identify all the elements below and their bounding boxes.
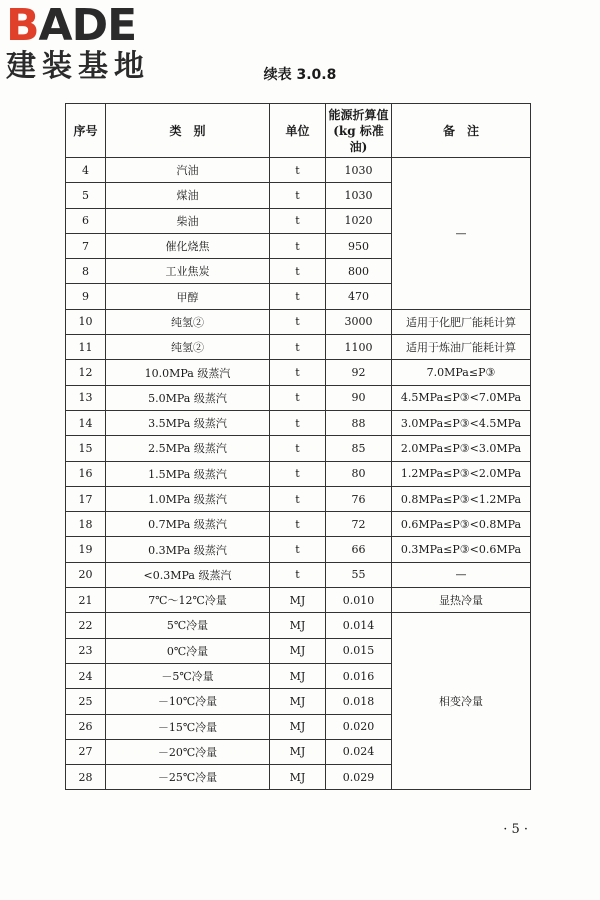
cell-value: 0.018 — [326, 689, 392, 714]
cell-unit: t — [270, 385, 326, 410]
cell-category: 5℃冷量 — [106, 613, 270, 638]
logo-tagline: 建装基地 — [6, 49, 150, 84]
cell-value: 0.010 — [326, 588, 392, 613]
cell-seq: 24 — [66, 663, 106, 688]
cell-category: 1.0MPa 级蒸汽 — [106, 486, 270, 511]
cell-value: 0.014 — [326, 613, 392, 638]
cell-category: －15℃冷量 — [106, 714, 270, 739]
cell-unit: t — [270, 512, 326, 537]
cell-value: 0.015 — [326, 638, 392, 663]
cell-value: 1100 — [326, 335, 392, 360]
cell-category: －20℃冷量 — [106, 739, 270, 764]
logo-brand-rest: ADE — [38, 0, 137, 51]
cell-seq: 8 — [66, 259, 106, 284]
cell-value: 66 — [326, 537, 392, 562]
cell-note: 7.0MPa≤P③ — [392, 360, 531, 385]
cell-category: －5℃冷量 — [106, 663, 270, 688]
cell-note-merged-phase-change: 相变冷量 — [392, 613, 531, 790]
cell-note: 0.8MPa≤P③<1.2MPa — [392, 486, 531, 511]
table-row — [66, 158, 531, 183]
cell-category: 甲醇 — [106, 284, 270, 309]
cell-category: －25℃冷量 — [106, 765, 270, 790]
cell-unit: t — [270, 208, 326, 233]
table-row — [66, 486, 531, 511]
cell-value: 0.016 — [326, 663, 392, 688]
cell-value: 88 — [326, 410, 392, 435]
cell-value: 72 — [326, 512, 392, 537]
cell-seq: 19 — [66, 537, 106, 562]
cell-value: 0.029 — [326, 765, 392, 790]
cell-unit: t — [270, 436, 326, 461]
cell-note: 0.6MPa≤P③<0.8MPa — [392, 512, 531, 537]
cell-seq: 4 — [66, 158, 106, 183]
cell-category: <0.3MPa 级蒸汽 — [106, 562, 270, 587]
cell-value: 470 — [326, 284, 392, 309]
table-row — [66, 512, 531, 537]
cell-note-merged-fuels: — — [392, 158, 531, 310]
cell-category: 10.0MPa 级蒸汽 — [106, 360, 270, 385]
cell-value: 85 — [326, 436, 392, 461]
cell-seq: 9 — [66, 284, 106, 309]
cell-seq: 23 — [66, 638, 106, 663]
cell-value: 55 — [326, 562, 392, 587]
header-value-line2: (kg 标准油) — [333, 123, 384, 154]
table-row — [66, 461, 531, 486]
cell-category: 工业焦炭 — [106, 259, 270, 284]
cell-seq: 27 — [66, 739, 106, 764]
logo-brand-accent: B — [6, 0, 39, 51]
cell-seq: 7 — [66, 233, 106, 258]
cell-value: 0.024 — [326, 739, 392, 764]
cell-unit: MJ — [270, 613, 326, 638]
cell-seq: 10 — [66, 309, 106, 334]
cell-seq: 25 — [66, 689, 106, 714]
cell-unit: t — [270, 233, 326, 258]
cell-seq: 11 — [66, 335, 106, 360]
cell-seq: 21 — [66, 588, 106, 613]
table-row — [66, 588, 531, 613]
cell-value: 3000 — [326, 309, 392, 334]
logo-brand — [6, 0, 150, 51]
cell-unit: t — [270, 486, 326, 511]
cell-category: 柴油 — [106, 208, 270, 233]
cell-unit: MJ — [270, 638, 326, 663]
table-row — [66, 385, 531, 410]
table-row — [66, 613, 531, 638]
cell-value: 90 — [326, 385, 392, 410]
cell-unit: MJ — [270, 765, 326, 790]
table-row — [66, 410, 531, 435]
cell-seq: 14 — [66, 410, 106, 435]
cell-note: 4.5MPa≤P③<7.0MPa — [392, 385, 531, 410]
cell-seq: 5 — [66, 183, 106, 208]
cell-value: 1020 — [326, 208, 392, 233]
cell-unit: t — [270, 461, 326, 486]
cell-seq: 12 — [66, 360, 106, 385]
cell-value: 92 — [326, 360, 392, 385]
cell-category: 0.7MPa 级蒸汽 — [106, 512, 270, 537]
table-row — [66, 537, 531, 562]
cell-note: 2.0MPa≤P③<3.0MPa — [392, 436, 531, 461]
page-number: · 5 · — [503, 822, 528, 837]
cell-unit: t — [270, 158, 326, 183]
header-note: 备 注 — [392, 104, 531, 158]
cell-seq: 6 — [66, 208, 106, 233]
cell-category: 纯氢② — [106, 335, 270, 360]
cell-seq: 15 — [66, 436, 106, 461]
cell-unit: t — [270, 360, 326, 385]
cell-unit: t — [270, 284, 326, 309]
header-seq: 序号 — [66, 104, 106, 158]
cell-unit: t — [270, 183, 326, 208]
cell-note: 适用于炼油厂能耗计算 — [392, 335, 531, 360]
header-category: 类 别 — [106, 104, 270, 158]
cell-value: 950 — [326, 233, 392, 258]
cell-value: 80 — [326, 461, 392, 486]
cell-unit: t — [270, 259, 326, 284]
cell-seq: 26 — [66, 714, 106, 739]
cell-seq: 13 — [66, 385, 106, 410]
cell-category: 2.5MPa 级蒸汽 — [106, 436, 270, 461]
cell-category: 3.5MPa 级蒸汽 — [106, 410, 270, 435]
table-row — [66, 335, 531, 360]
cell-seq: 28 — [66, 765, 106, 790]
table-row — [66, 360, 531, 385]
cell-note: 1.2MPa≤P③<2.0MPa — [392, 461, 531, 486]
cell-category: 0.3MPa 级蒸汽 — [106, 537, 270, 562]
header-unit: 单位 — [270, 104, 326, 158]
cell-note: — — [392, 562, 531, 587]
table-row — [66, 562, 531, 587]
cell-unit: t — [270, 562, 326, 587]
cell-category: 汽油 — [106, 158, 270, 183]
cell-unit: t — [270, 309, 326, 334]
cell-unit: t — [270, 335, 326, 360]
cell-category: 煤油 — [106, 183, 270, 208]
cell-seq: 16 — [66, 461, 106, 486]
cell-category: 0℃冷量 — [106, 638, 270, 663]
cell-category: 催化烧焦 — [106, 233, 270, 258]
cell-category: 7℃～12℃冷量 — [106, 588, 270, 613]
cell-seq: 20 — [66, 562, 106, 587]
table-body — [66, 158, 531, 790]
cell-unit: t — [270, 537, 326, 562]
header-value — [326, 104, 392, 158]
cell-seq: 17 — [66, 486, 106, 511]
cell-value: 800 — [326, 259, 392, 284]
cell-category: 5.0MPa 级蒸汽 — [106, 385, 270, 410]
cell-category: 1.5MPa 级蒸汽 — [106, 461, 270, 486]
header-row — [66, 104, 531, 158]
cell-unit: MJ — [270, 739, 326, 764]
energy-conversion-table — [65, 103, 531, 790]
cell-unit: MJ — [270, 714, 326, 739]
table-title: 续表 3.0.8 — [263, 67, 337, 83]
cell-value: 76 — [326, 486, 392, 511]
cell-unit: t — [270, 410, 326, 435]
cell-value: 0.020 — [326, 714, 392, 739]
cell-note: 0.3MPa≤P③<0.6MPa — [392, 537, 531, 562]
cell-category: 纯氢② — [106, 309, 270, 334]
cell-unit: MJ — [270, 588, 326, 613]
cell-unit: MJ — [270, 689, 326, 714]
cell-seq: 22 — [66, 613, 106, 638]
cell-note: 显热冷量 — [392, 588, 531, 613]
cell-value: 1030 — [326, 158, 392, 183]
cell-unit: MJ — [270, 663, 326, 688]
cell-value: 1030 — [326, 183, 392, 208]
cell-note: 3.0MPa≤P③<4.5MPa — [392, 410, 531, 435]
table-row — [66, 309, 531, 334]
cell-seq: 18 — [66, 512, 106, 537]
table-row — [66, 436, 531, 461]
cell-note: 适用于化肥厂能耗计算 — [392, 309, 531, 334]
header-value-line1: 能源折算值 — [328, 107, 389, 122]
cell-category: －10℃冷量 — [106, 689, 270, 714]
